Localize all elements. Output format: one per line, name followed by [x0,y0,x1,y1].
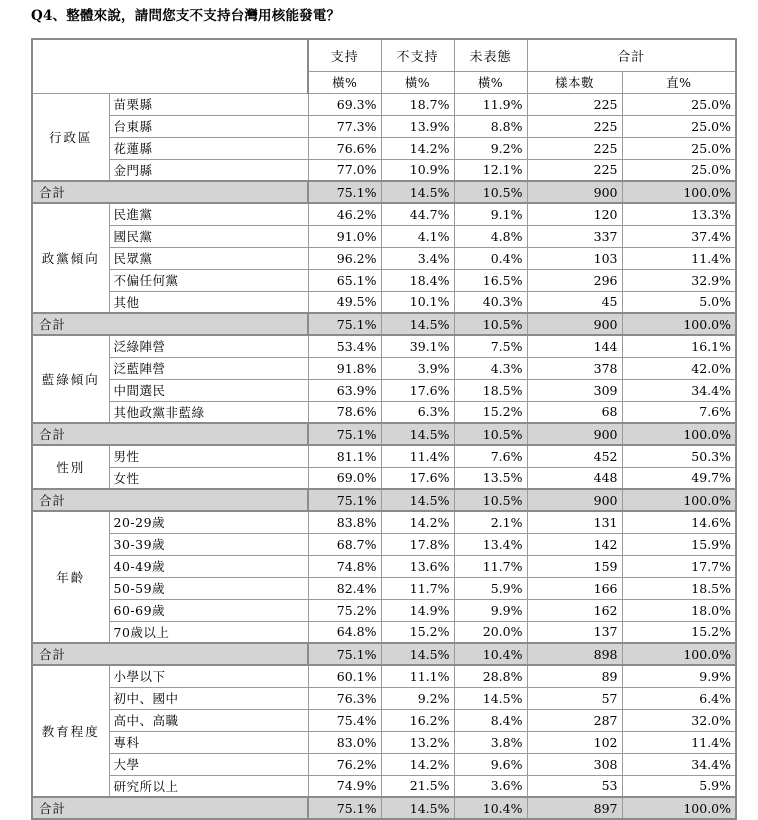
cell-oppose: 9.2% [381,687,454,709]
table-row [32,753,736,775]
total-row-label: 合計 [32,489,308,511]
total-col-pct: 100.0% [622,181,736,203]
header-row-top [32,39,736,71]
cell-oppose: 44.7% [381,203,454,225]
cell-support: 69.0% [308,467,381,489]
cell-sample-n: 452 [527,445,622,467]
row-label: 20-29歲 [109,511,308,533]
cell-col-pct: 16.1% [622,335,736,357]
table-total-row [32,797,736,819]
cell-sample-n: 68 [527,401,622,423]
page-title: Q4、整體來說，請問您支不支持台灣用核能發電？ [31,8,341,24]
row-group-label: 藍綠傾向 [32,335,109,423]
cell-support: 83.8% [308,511,381,533]
cell-undecided: 5.9% [454,577,527,599]
table-body [32,93,736,819]
cell-col-pct: 14.6% [622,511,736,533]
cell-sample-n: 102 [527,731,622,753]
cell-col-pct: 15.9% [622,533,736,555]
cell-oppose: 6.3% [381,401,454,423]
cell-support: 65.1% [308,269,381,291]
table-row [32,247,736,269]
cell-sample-n: 287 [527,709,622,731]
cell-sample-n: 45 [527,291,622,313]
row-label: 苗栗縣 [109,93,308,115]
total-sample-n: 900 [527,181,622,203]
cell-support: 75.4% [308,709,381,731]
table-row [32,467,736,489]
cell-sample-n: 225 [527,115,622,137]
row-label: 國民黨 [109,225,308,247]
cell-undecided: 20.0% [454,621,527,643]
row-label: 女性 [109,467,308,489]
cell-oppose: 18.7% [381,93,454,115]
cell-sample-n: 448 [527,467,622,489]
cell-support: 74.9% [308,775,381,797]
table-row [32,269,736,291]
cell-undecided: 13.5% [454,467,527,489]
cell-undecided: 0.4% [454,247,527,269]
header-oppose: 不支持 [381,39,454,71]
total-undecided: 10.5% [454,181,527,203]
crosstab-table [31,38,737,820]
cell-sample-n: 309 [527,379,622,401]
cell-col-pct: 11.4% [622,247,736,269]
cell-oppose: 14.2% [381,511,454,533]
cell-oppose: 11.1% [381,665,454,687]
cell-sample-n: 144 [527,335,622,357]
total-col-pct: 100.0% [622,643,736,665]
row-label: 民進黨 [109,203,308,225]
row-label: 中間選民 [109,379,308,401]
cell-support: 53.4% [308,335,381,357]
header-undecided: 未表態 [454,39,527,71]
total-support: 75.1% [308,181,381,203]
cell-undecided: 11.9% [454,93,527,115]
cell-col-pct: 25.0% [622,159,736,181]
total-sample-n: 900 [527,489,622,511]
total-oppose: 14.5% [381,181,454,203]
cell-oppose: 10.1% [381,291,454,313]
cell-sample-n: 89 [527,665,622,687]
cell-sample-n: 57 [527,687,622,709]
cell-col-pct: 34.4% [622,753,736,775]
cell-undecided: 9.2% [454,137,527,159]
cell-oppose: 16.2% [381,709,454,731]
row-group-label: 行政區 [32,93,109,181]
cell-col-pct: 15.2% [622,621,736,643]
cell-sample-n: 120 [527,203,622,225]
total-sample-n: 897 [527,797,622,819]
row-label: 其他 [109,291,308,313]
row-label: 金門縣 [109,159,308,181]
table-total-row [32,313,736,335]
total-row-label: 合計 [32,797,308,819]
cell-sample-n: 137 [527,621,622,643]
table-row [32,665,736,687]
cell-oppose: 10.9% [381,159,454,181]
row-label: 小學以下 [109,665,308,687]
cell-sample-n: 162 [527,599,622,621]
cell-oppose: 17.6% [381,467,454,489]
cell-col-pct: 5.9% [622,775,736,797]
row-label: 專科 [109,731,308,753]
cell-support: 77.0% [308,159,381,181]
row-label: 初中、國中 [109,687,308,709]
table-row [32,93,736,115]
table-row [32,137,736,159]
row-group-label: 年齡 [32,511,109,643]
table-header [32,39,736,93]
table-row [32,379,736,401]
cell-oppose: 18.4% [381,269,454,291]
cell-col-pct: 11.4% [622,731,736,753]
cell-support: 91.8% [308,357,381,379]
cell-support: 91.0% [308,225,381,247]
cell-undecided: 8.4% [454,709,527,731]
cell-oppose: 4.1% [381,225,454,247]
cell-support: 76.6% [308,137,381,159]
table-row [32,775,736,797]
cell-oppose: 13.2% [381,731,454,753]
cell-oppose: 17.6% [381,379,454,401]
cell-undecided: 14.5% [454,687,527,709]
cell-undecided: 7.5% [454,335,527,357]
total-support: 75.1% [308,423,381,445]
header-undecided-row-pct: 橫% [454,71,527,93]
table-row [32,203,736,225]
cell-undecided: 40.3% [454,291,527,313]
header-support: 支持 [308,39,381,71]
cell-sample-n: 337 [527,225,622,247]
table-row [32,599,736,621]
cell-undecided: 3.6% [454,775,527,797]
header-sample-n: 樣本數 [527,71,622,93]
table-row [32,335,736,357]
cell-undecided: 9.9% [454,599,527,621]
row-label: 泛綠陣營 [109,335,308,357]
total-row-label: 合計 [32,181,308,203]
total-col-pct: 100.0% [622,797,736,819]
cell-support: 69.3% [308,93,381,115]
cell-undecided: 4.8% [454,225,527,247]
cell-support: 68.7% [308,533,381,555]
cell-oppose: 11.4% [381,445,454,467]
table-row [32,687,736,709]
total-undecided: 10.5% [454,489,527,511]
cell-undecided: 15.2% [454,401,527,423]
cell-col-pct: 32.0% [622,709,736,731]
cell-support: 76.3% [308,687,381,709]
total-oppose: 14.5% [381,423,454,445]
cell-col-pct: 37.4% [622,225,736,247]
table-row [32,225,736,247]
header-oppose-row-pct: 橫% [381,71,454,93]
cell-col-pct: 17.7% [622,555,736,577]
table-row [32,115,736,137]
cell-support: 83.0% [308,731,381,753]
total-oppose: 14.5% [381,489,454,511]
table-row [32,445,736,467]
cell-oppose: 13.9% [381,115,454,137]
cell-support: 82.4% [308,577,381,599]
total-sample-n: 898 [527,643,622,665]
total-col-pct: 100.0% [622,423,736,445]
total-col-pct: 100.0% [622,489,736,511]
row-label: 泛藍陣營 [109,357,308,379]
cell-undecided: 2.1% [454,511,527,533]
cell-undecided: 18.5% [454,379,527,401]
table-row [32,159,736,181]
cell-support: 74.8% [308,555,381,577]
cell-oppose: 14.2% [381,137,454,159]
cell-oppose: 39.1% [381,335,454,357]
row-label: 男性 [109,445,308,467]
cell-undecided: 11.7% [454,555,527,577]
cell-oppose: 15.2% [381,621,454,643]
total-undecided: 10.5% [454,313,527,335]
cell-undecided: 28.8% [454,665,527,687]
cell-col-pct: 34.4% [622,379,736,401]
cell-undecided: 9.1% [454,203,527,225]
cell-undecided: 3.8% [454,731,527,753]
cell-oppose: 14.9% [381,599,454,621]
table-total-row [32,423,736,445]
cell-undecided: 16.5% [454,269,527,291]
row-label: 民眾黨 [109,247,308,269]
total-support: 75.1% [308,489,381,511]
cell-undecided: 4.3% [454,357,527,379]
row-group-label: 政黨傾向 [32,203,109,313]
total-support: 75.1% [308,643,381,665]
row-group-label: 教育程度 [32,665,109,797]
table-total-row [32,489,736,511]
total-oppose: 14.5% [381,643,454,665]
cell-col-pct: 32.9% [622,269,736,291]
cell-sample-n: 53 [527,775,622,797]
cell-col-pct: 5.0% [622,291,736,313]
cell-col-pct: 9.9% [622,665,736,687]
cell-col-pct: 18.0% [622,599,736,621]
cell-oppose: 21.5% [381,775,454,797]
row-label: 70歲以上 [109,621,308,643]
cell-support: 64.8% [308,621,381,643]
cell-sample-n: 159 [527,555,622,577]
cell-col-pct: 25.0% [622,115,736,137]
cell-support: 77.3% [308,115,381,137]
cell-oppose: 3.9% [381,357,454,379]
cell-col-pct: 49.7% [622,467,736,489]
total-col-pct: 100.0% [622,313,736,335]
cell-sample-n: 225 [527,159,622,181]
total-oppose: 14.5% [381,797,454,819]
cell-support: 75.2% [308,599,381,621]
total-row-label: 合計 [32,313,308,335]
table-row [32,555,736,577]
cell-oppose: 13.6% [381,555,454,577]
header-corner-blank [32,39,308,93]
row-label: 不偏任何黨 [109,269,308,291]
cell-sample-n: 296 [527,269,622,291]
table-row [32,577,736,599]
table-row [32,511,736,533]
table-row [32,357,736,379]
table-row [32,401,736,423]
cell-col-pct: 25.0% [622,137,736,159]
cell-oppose: 17.8% [381,533,454,555]
table-row [32,709,736,731]
total-support: 75.1% [308,313,381,335]
table-row [32,291,736,313]
row-label: 花蓮縣 [109,137,308,159]
row-group-label: 性別 [32,445,109,489]
cell-sample-n: 103 [527,247,622,269]
cell-col-pct: 18.5% [622,577,736,599]
cell-sample-n: 142 [527,533,622,555]
cell-undecided: 12.1% [454,159,527,181]
total-undecided: 10.5% [454,423,527,445]
total-undecided: 10.4% [454,797,527,819]
total-row-label: 合計 [32,643,308,665]
total-sample-n: 900 [527,423,622,445]
cell-col-pct: 13.3% [622,203,736,225]
total-undecided: 10.4% [454,643,527,665]
total-oppose: 14.5% [381,313,454,335]
cell-col-pct: 7.6% [622,401,736,423]
cell-oppose: 14.2% [381,753,454,775]
row-label: 其他政黨非藍綠 [109,401,308,423]
cell-support: 63.9% [308,379,381,401]
cell-support: 49.5% [308,291,381,313]
cell-undecided: 13.4% [454,533,527,555]
table-row [32,731,736,753]
cell-sample-n: 225 [527,137,622,159]
cell-sample-n: 378 [527,357,622,379]
cell-oppose: 11.7% [381,577,454,599]
row-label: 40-49歲 [109,555,308,577]
row-label: 大學 [109,753,308,775]
cell-sample-n: 166 [527,577,622,599]
cell-support: 60.1% [308,665,381,687]
row-label: 研究所以上 [109,775,308,797]
cell-col-pct: 6.4% [622,687,736,709]
row-label: 60-69歲 [109,599,308,621]
cell-support: 81.1% [308,445,381,467]
cell-support: 96.2% [308,247,381,269]
header-col-pct: 直% [622,71,736,93]
cell-sample-n: 225 [527,93,622,115]
cell-support: 78.6% [308,401,381,423]
cell-col-pct: 25.0% [622,93,736,115]
table-total-row [32,643,736,665]
cell-undecided: 9.6% [454,753,527,775]
cell-sample-n: 131 [527,511,622,533]
row-label: 台東縣 [109,115,308,137]
total-sample-n: 900 [527,313,622,335]
cell-col-pct: 50.3% [622,445,736,467]
cell-support: 46.2% [308,203,381,225]
table-row [32,533,736,555]
cell-support: 76.2% [308,753,381,775]
table-row [32,621,736,643]
total-row-label: 合計 [32,423,308,445]
row-label: 高中、高職 [109,709,308,731]
cell-undecided: 8.8% [454,115,527,137]
cell-undecided: 7.6% [454,445,527,467]
cell-col-pct: 42.0% [622,357,736,379]
table-total-row [32,181,736,203]
row-label: 50-59歲 [109,577,308,599]
cell-sample-n: 308 [527,753,622,775]
total-support: 75.1% [308,797,381,819]
row-label: 30-39歲 [109,533,308,555]
header-total: 合計 [527,39,736,71]
header-support-row-pct: 橫% [308,71,381,93]
cell-oppose: 3.4% [381,247,454,269]
